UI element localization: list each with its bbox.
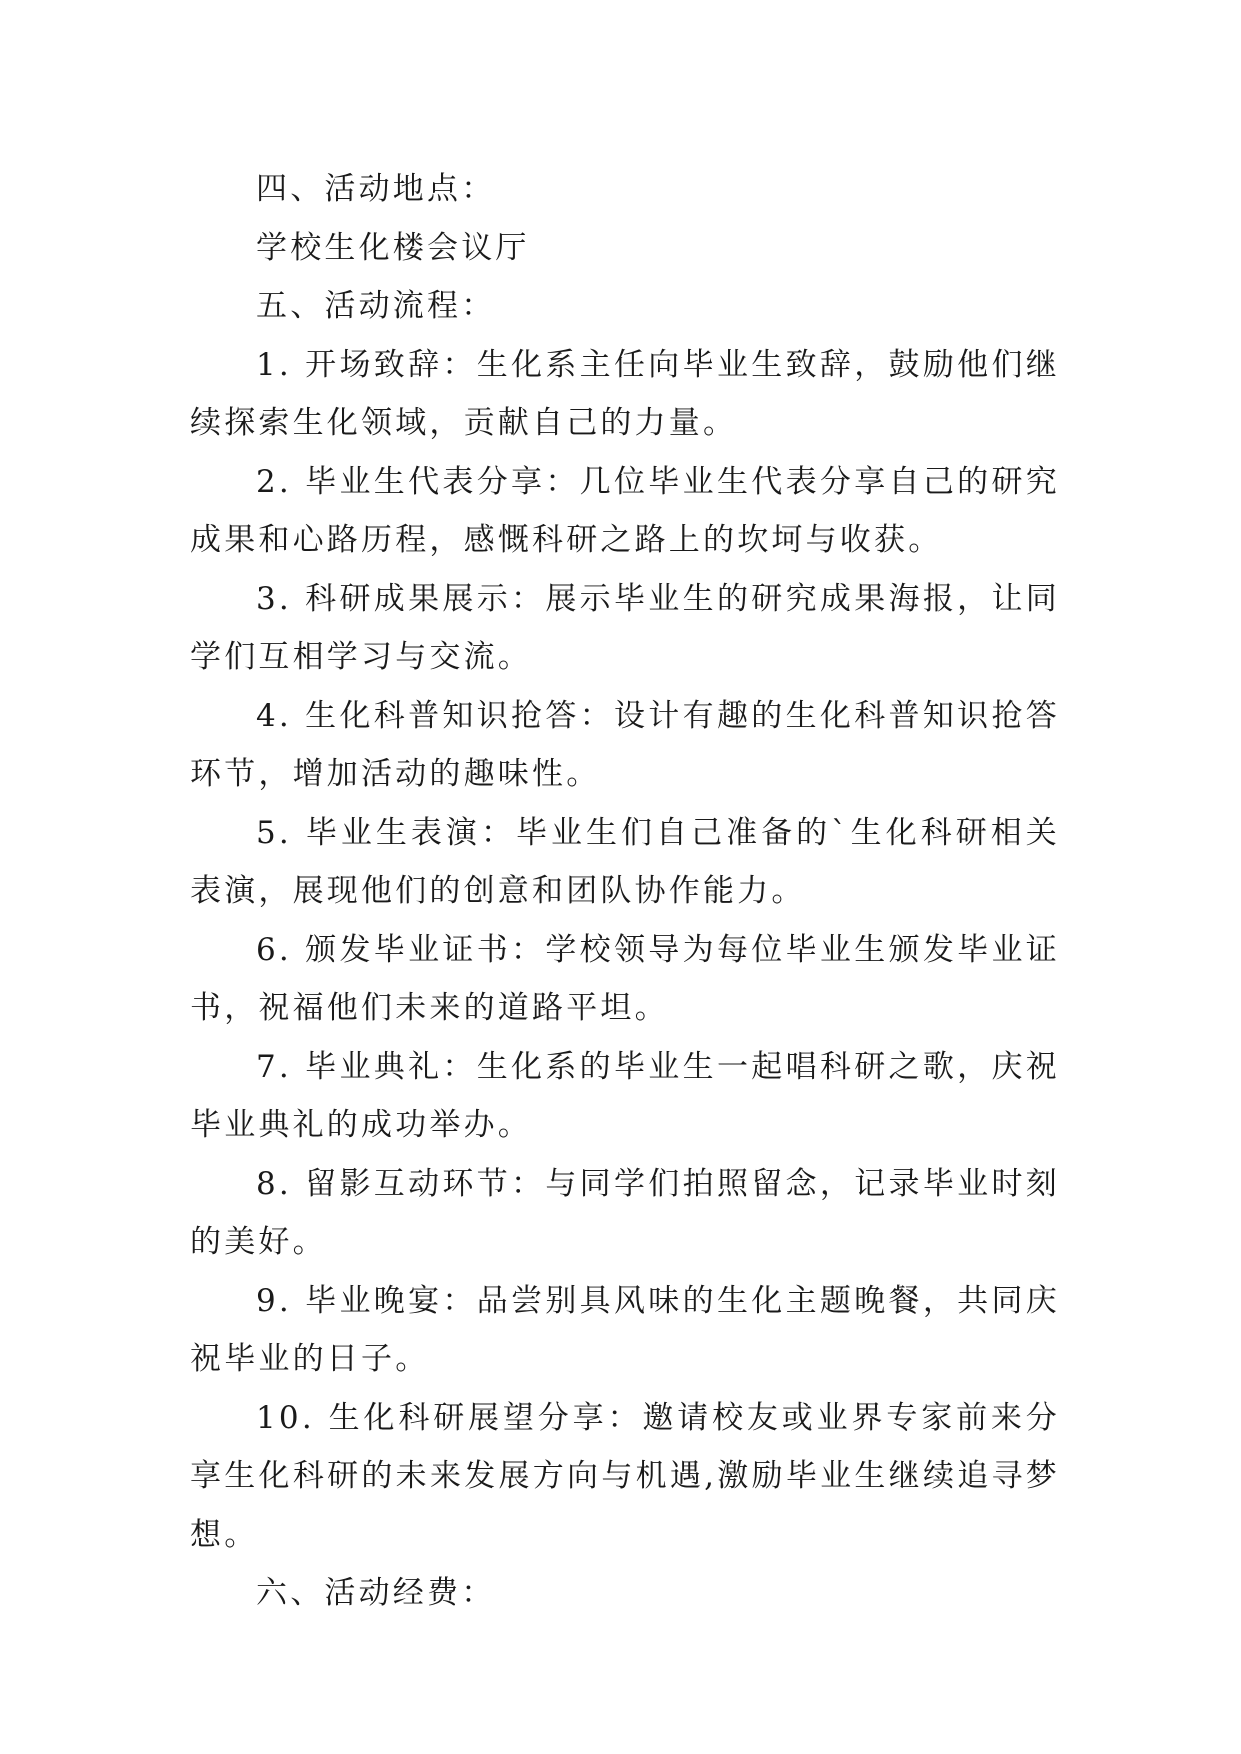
section-heading-location: 四、活动地点：	[256, 171, 496, 207]
process-item-7: 7. 毕业典礼：生化系的毕业生一起唱科研之歌，庆祝毕业典礼的成功举办。	[190, 1048, 1060, 1143]
process-item-1: 1. 开场致辞：生化系主任向毕业生致辞，鼓励他们继续探索生化领域，贡献自己的力量。	[190, 346, 1060, 441]
process-item-5: 5. 毕业生表演：毕业生们自己准备的`生化科研相关表演，展现他们的创意和团队协作能力。	[190, 814, 1060, 909]
process-item-9: 9. 毕业晚宴：品尝别具风味的生化主题晚餐，共同庆祝毕业的日子。	[190, 1282, 1060, 1377]
process-item-8: 8. 留影互动环节：与同学们拍照留念，记录毕业时刻的美好。	[190, 1165, 1060, 1260]
document-body	[190, 160, 1060, 1623]
process-item-4: 4. 生化科普知识抢答：设计有趣的生化科普知识抢答环节，增加活动的趣味性。	[190, 697, 1060, 792]
section-heading-budget: 六、活动经费：	[256, 1575, 496, 1611]
process-item-10: 10. 生化科研展望分享：邀请校友或业界专家前来分享生化科研的未来发展方向与机遇,激励毕业生继续追寻梦想。	[190, 1399, 1060, 1553]
section-heading-process: 五、活动流程：	[256, 288, 496, 324]
location-text: 学校生化楼会议厅	[256, 229, 530, 266]
process-item-3: 3. 科研成果展示：展示毕业生的研究成果海报，让同学们互相学习与交流。	[190, 580, 1060, 675]
process-item-2: 2. 毕业生代表分享：几位毕业生代表分享自己的研究成果和心路历程，感慨科研之路上的坎坷与收获。	[190, 463, 1060, 558]
process-item-6: 6. 颁发毕业证书：学校领导为每位毕业生颁发毕业证书，祝福他们未来的道路平坦。	[190, 931, 1060, 1026]
